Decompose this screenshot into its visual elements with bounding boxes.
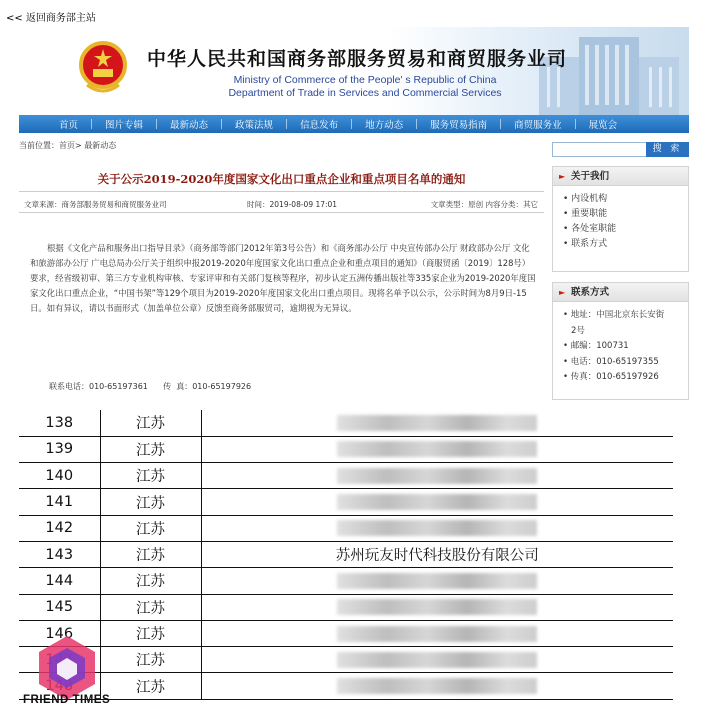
about-us-title: 关于我们	[571, 171, 610, 182]
row-company	[201, 515, 673, 541]
row-province: 江苏	[100, 673, 201, 699]
arrow-icon: ►	[559, 288, 566, 297]
table-row	[19, 463, 673, 489]
row-company	[201, 436, 673, 462]
row-company	[201, 594, 673, 620]
row-number: 140	[19, 463, 100, 489]
row-company	[201, 463, 673, 489]
row-province: 江苏	[100, 594, 201, 620]
contact-address-cont: 2号	[571, 325, 585, 336]
nav-releases[interactable]: 信息发布	[300, 120, 339, 131]
table-row	[19, 594, 673, 620]
nav-trade-guide[interactable]: 服务贸易指南	[430, 120, 488, 131]
nav-divider	[416, 119, 417, 129]
row-company	[201, 568, 673, 594]
about-item-departments[interactable]: • 内设机构	[563, 192, 688, 207]
row-province: 江苏	[100, 620, 201, 646]
company-name: 苏州玩友时代科技股份有限公司	[335, 548, 539, 565]
table-row	[19, 436, 673, 462]
building-illustration	[519, 27, 689, 115]
redacted-company-name	[337, 573, 537, 589]
table-row	[19, 515, 673, 541]
arrow-icon: ►	[559, 172, 566, 181]
nav-divider	[500, 119, 501, 129]
row-number: 144	[19, 568, 100, 594]
article-body: 根据《文化产品和服务出口指导目录》（商务部等部门2012年第3号公告）和《商务部办公厅 中央宣传部办公厅 财政部办公厅 文化和旅游部办公厅 广电总局办公厅关于组织申报2019-2020年度国家文化出口重点企业和重点项目的通知》（商服贸函〔2019〕128号）要求，经省级初审、第三方专业机构审核、专家评审和有关部门复核等程序，初步认定五洲传播出版社等335家企业为2019-2020年度国家文化出口重点企业，“中国书架”等129个项目为2019-2020年度国家文化出口重点项目。现将名单予以公示，公示时间为8月9日-15日。如有异议，请以书面形式（加盖单位公章）反馈至商务部服贸司，逾期视为无异议。	[30, 243, 536, 313]
nav-divider	[575, 119, 576, 129]
redacted-company-name	[337, 441, 537, 457]
nav-divider	[156, 119, 157, 129]
redacted-company-name	[337, 415, 537, 431]
row-company	[201, 489, 673, 515]
row-province: 江苏	[100, 568, 201, 594]
row-number: 146	[19, 620, 100, 646]
row-province: 江苏	[100, 463, 201, 489]
table-row	[19, 489, 673, 515]
row-province: 江苏	[100, 410, 201, 436]
article-title: 关于公示2019-2020年度国家文化出口重点企业和重点项目名单的通知	[97, 172, 466, 186]
row-province: 江苏	[100, 541, 201, 567]
row-province: 江苏	[100, 647, 201, 673]
search-button[interactable]: 搜 索	[646, 142, 689, 157]
about-us-heading	[553, 167, 688, 186]
article-contact: 联系电话：010-65197361 传 真：010-65197926	[49, 382, 252, 391]
contact-title: 联系方式	[571, 287, 610, 298]
table-row	[19, 541, 673, 567]
site-banner	[19, 27, 689, 115]
redacted-company-name	[337, 520, 537, 536]
row-company	[201, 410, 673, 436]
table-row	[19, 410, 673, 436]
contact-phone: • 电话：010-65197355	[563, 355, 688, 371]
table-row	[19, 647, 673, 673]
breadcrumb: 当前位置：首页> 最新动态	[19, 141, 117, 150]
row-company	[201, 673, 673, 699]
about-us-panel	[552, 166, 689, 272]
nav-home[interactable]: 首页	[59, 120, 79, 131]
search-input[interactable]	[552, 142, 647, 157]
contact-address: • 地址：中国北京东长安街	[563, 308, 688, 324]
nav-local-news[interactable]: 地方动态	[365, 120, 404, 131]
redacted-company-name	[337, 626, 537, 642]
about-item-contact[interactable]: • 联系方式	[563, 237, 688, 252]
row-number: 143	[19, 541, 100, 567]
row-company	[201, 647, 673, 673]
table-row	[19, 620, 673, 646]
article-type: 文章类型：原创 内容分类：其它	[430, 200, 538, 209]
about-item-division-functions[interactable]: • 各处室职能	[563, 222, 688, 237]
nav-photo-albums[interactable]: 图片专辑	[105, 120, 144, 131]
nav-latest-news[interactable]: 最新动态	[170, 120, 209, 131]
row-number: 142	[19, 515, 100, 541]
contact-list	[553, 302, 688, 392]
about-us-list	[553, 186, 688, 258]
row-province: 江苏	[100, 436, 201, 462]
row-province: 江苏	[100, 489, 201, 515]
nav-divider	[221, 119, 222, 129]
nav-policies[interactable]: 政策法规	[235, 120, 274, 131]
row-number: 138	[19, 410, 100, 436]
nav-divider	[286, 119, 287, 129]
row-number: 145	[19, 594, 100, 620]
contact-panel	[552, 282, 689, 400]
table-row	[19, 673, 673, 699]
redacted-company-name	[337, 652, 537, 668]
row-number: 139	[19, 436, 100, 462]
redacted-company-name	[337, 468, 537, 484]
article-source: 文章来源：商务部服务贸易和商贸服务业司	[24, 200, 167, 209]
site-title-en-line2: Department of Trade in Services and Commercial Services	[228, 87, 502, 99]
contact-postcode: • 邮编：100731	[563, 339, 688, 355]
nav-divider	[351, 119, 352, 129]
site-title-cn: 中华人民共和国商务部服务贸易和商贸服务业司	[147, 48, 568, 70]
article-time: 时间：2019-08-09 17:01	[247, 200, 338, 209]
nav-divider	[91, 119, 92, 129]
redacted-company-name	[337, 494, 537, 510]
nav-commercial-services[interactable]: 商贸服务业	[514, 120, 562, 131]
enterprise-list-table	[19, 410, 673, 699]
back-to-ministry-link[interactable]: << 返回商务部主站	[6, 13, 96, 24]
about-item-functions[interactable]: • 重要职能	[563, 207, 688, 222]
nav-exhibitions[interactable]: 展览会	[588, 120, 618, 131]
row-number: 141	[19, 489, 100, 515]
row-province: 江苏	[100, 515, 201, 541]
watermark-text: FRIEND TIMES	[23, 694, 111, 706]
row-company	[201, 620, 673, 646]
redacted-company-name	[337, 599, 537, 615]
row-company	[201, 541, 673, 567]
main-nav	[19, 115, 689, 133]
contact-heading	[553, 283, 688, 302]
contact-fax: • 传真：010-65197926	[563, 370, 688, 386]
table-row	[19, 568, 673, 594]
article-meta	[19, 191, 544, 213]
redacted-company-name	[337, 678, 537, 694]
site-title-en-line1: Ministry of Commerce of the People' s Republic of China	[233, 74, 497, 86]
